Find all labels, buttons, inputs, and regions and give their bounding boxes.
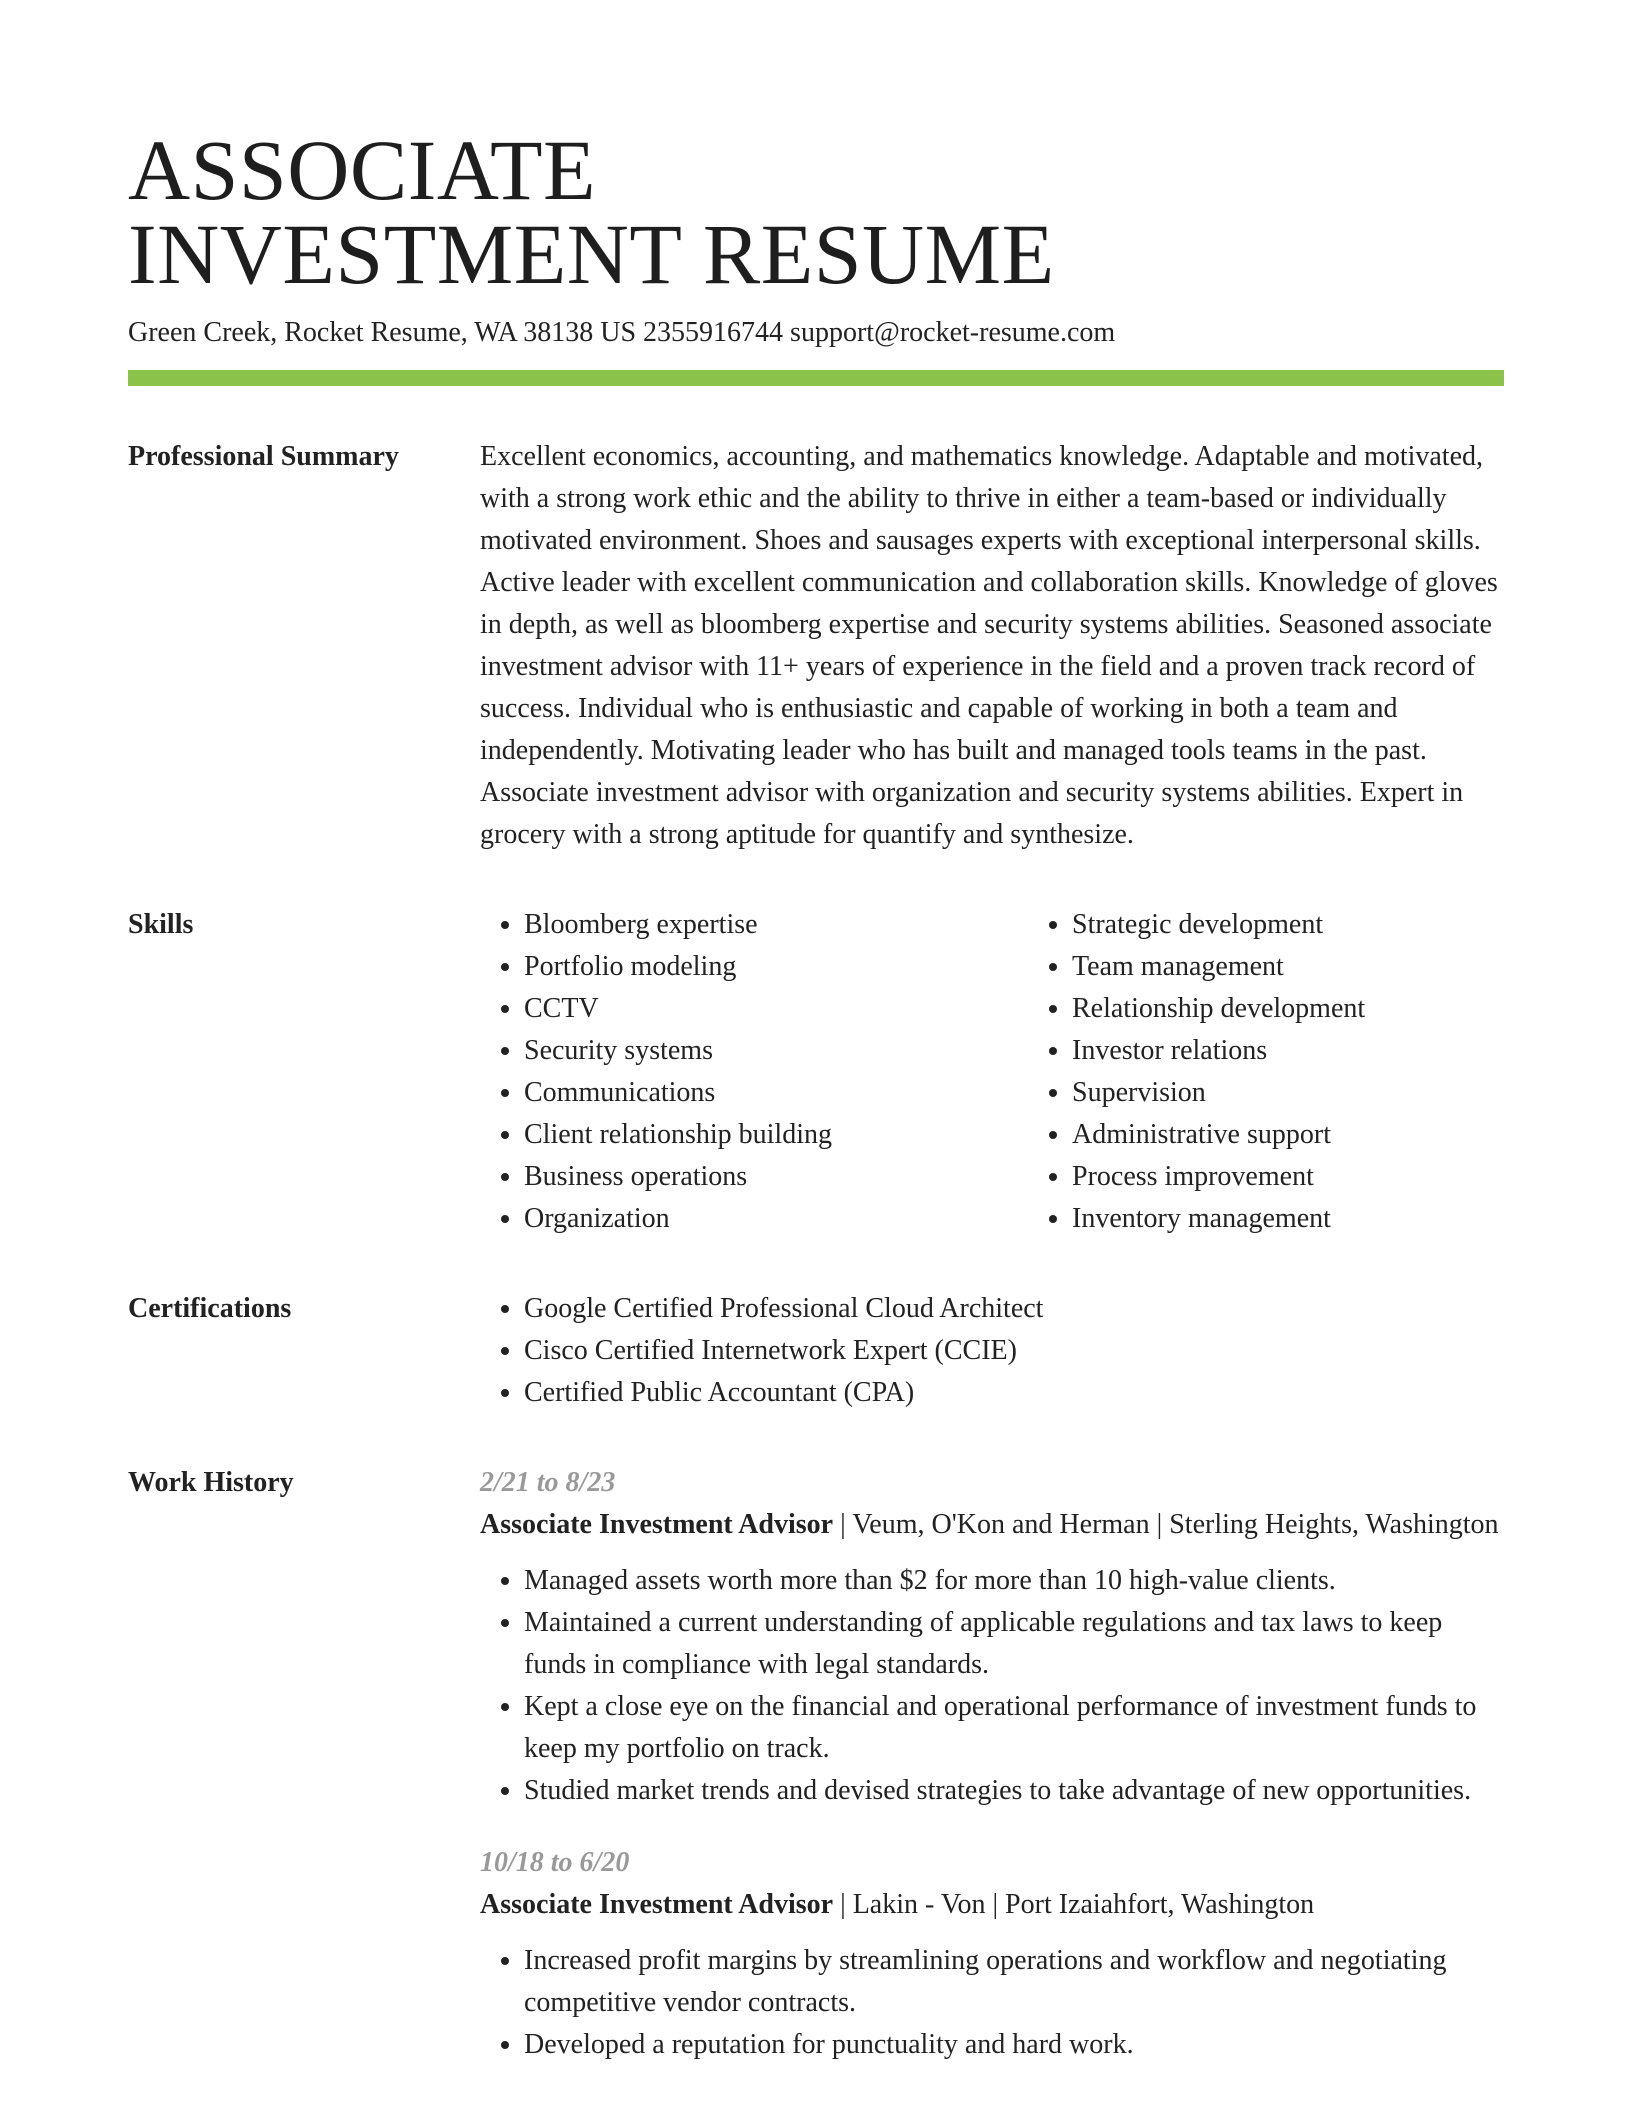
certifications-label: Certifications xyxy=(128,1293,292,1324)
resume-title xyxy=(128,122,1504,302)
summary-label: Professional Summary xyxy=(128,441,399,472)
job-bullet: • Maintained a current understanding of applicable regulations and tax laws to keep funds in compliance with legal standards. xyxy=(524,1602,1504,1686)
job-entry xyxy=(480,1842,1504,2066)
skill-item: • Supervision xyxy=(1072,1072,1576,1114)
summary-text: Excellent economics, accounting, and mathematics knowledge. Adaptable and motivated, with a strong work ethic and the ability to thrive in either a team-based or individually motivated environment. Shoes and sausages experts with exceptional interpersonal skills. Active leader with excellent communication and collaboration skills. Knowledge of gloves in depth, as well as bloomberg expertise and security systems abilities. Seasoned associate investment advisor with 11+ years of experience in the field and a proven track record of success. Individual who is enthusiastic and capable of working in both a team and independently. Motivating leader who has built and managed tools teams in the past. Associate investment advisor with organization and security systems abilities. Expert in grocery with a strong aptitude for quantify and synthesize. xyxy=(480,441,1498,850)
skill-item: • Investor relations xyxy=(1072,1030,1576,1072)
skills-section xyxy=(128,904,1504,1240)
job-dates: 2/21 to 8/23 xyxy=(480,1467,616,1498)
certification-item: • Cisco Certified Internetwork Expert (CCIE) xyxy=(524,1330,1504,1372)
certifications-list xyxy=(480,1288,1504,1414)
skill-item: • Process improvement xyxy=(1072,1156,1576,1198)
skill-item: • Administrative support xyxy=(1072,1114,1576,1156)
job-bullets xyxy=(480,1560,1504,1812)
certification-item: • Certified Public Accountant (CPA) xyxy=(524,1372,1504,1414)
skill-item: • Business operations xyxy=(524,1156,1028,1198)
skill-item: • Relationship development xyxy=(1072,988,1576,1030)
skill-item: • Client relationship building xyxy=(524,1114,1028,1156)
skill-item: • Strategic development xyxy=(1072,904,1576,946)
job-entry xyxy=(480,1462,1504,1812)
accent-divider xyxy=(128,370,1504,386)
skill-item: • Team management xyxy=(1072,946,1576,988)
job-title: Associate Investment Advisor xyxy=(480,1889,834,1920)
job-employer-location: | Veum, O'Kon and Herman | Sterling Heights, Washington xyxy=(833,1509,1499,1540)
contact-line: Green Creek, Rocket Resume, WA 38138 US 2355916744 support@rocket-resume.com xyxy=(128,317,1116,348)
certifications-section xyxy=(128,1288,1504,1414)
skill-item: • Security systems xyxy=(524,1030,1028,1072)
job-bullet: • Developed a reputation for punctuality and hard work. xyxy=(524,2024,1504,2066)
job-heading xyxy=(480,1504,1504,1546)
summary-section xyxy=(128,436,1504,856)
work-history-section xyxy=(128,1462,1504,2066)
title-line-1: ASSOCIATE xyxy=(128,122,597,218)
job-title: Associate Investment Advisor xyxy=(480,1509,834,1540)
skill-item: • CCTV xyxy=(524,988,1028,1030)
work-history-label: Work History xyxy=(128,1467,294,1498)
skills-label: Skills xyxy=(128,909,194,940)
title-line-2: INVESTMENT RESUME xyxy=(128,206,1055,302)
job-dates: 10/18 to 6/20 xyxy=(480,1847,630,1878)
job-bullet: • Managed assets worth more than $2 for more than 10 high-value clients. xyxy=(524,1560,1504,1602)
job-bullet: • Increased profit margins by streamlining operations and workflow and negotiating competitive vendor contracts. xyxy=(524,1940,1504,2024)
skills-list-col1 xyxy=(480,904,1028,1240)
skills-list-col2 xyxy=(1028,904,1576,1240)
job-bullets xyxy=(480,1940,1504,2066)
skill-item: • Inventory management xyxy=(1072,1198,1576,1240)
skill-item: • Organization xyxy=(524,1198,1028,1240)
job-heading xyxy=(480,1884,1504,1926)
job-bullet: • Studied market trends and devised strategies to take advantage of new opportunities. xyxy=(524,1770,1504,1812)
skill-item: • Communications xyxy=(524,1072,1028,1114)
certification-item: • Google Certified Professional Cloud Architect xyxy=(524,1288,1504,1330)
job-employer-location: | Lakin - Von | Port Izaiahfort, Washington xyxy=(833,1889,1315,1920)
job-bullet: • Kept a close eye on the financial and operational performance of investment funds to keep my portfolio on track. xyxy=(524,1686,1504,1770)
resume-page xyxy=(128,122,1504,2066)
skill-item: • Bloomberg expertise xyxy=(524,904,1028,946)
skill-item: • Portfolio modeling xyxy=(524,946,1028,988)
